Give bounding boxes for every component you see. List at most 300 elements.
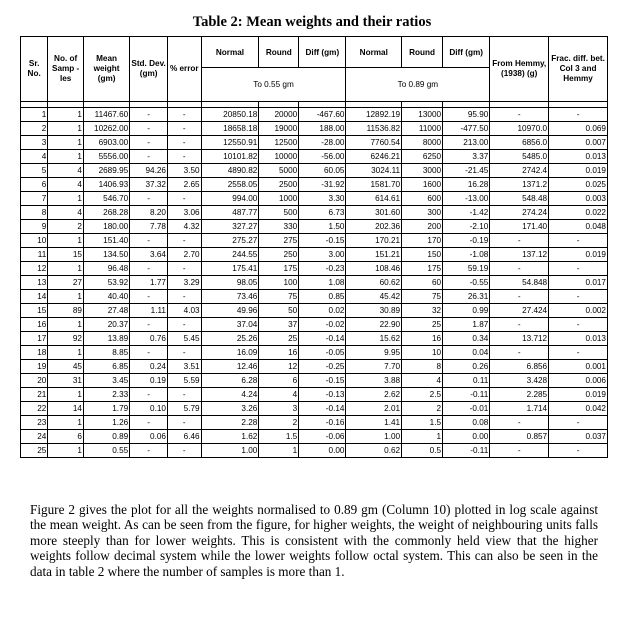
- cell-normal-089: 1581.70: [346, 178, 402, 192]
- cell-sr-no: 9: [21, 220, 48, 234]
- cell-samples: 31: [48, 374, 84, 388]
- cell-sr-no: 13: [21, 276, 48, 290]
- cell-round-055: 25: [259, 332, 299, 346]
- cell-normal-089: 60.62: [346, 276, 402, 290]
- cell-samples: 1: [48, 108, 84, 122]
- table-row: [21, 360, 608, 374]
- cell-diff-089: 3.37: [443, 150, 490, 164]
- cell-sr-no: 5: [21, 164, 48, 178]
- cell-sr-no: 23: [21, 416, 48, 430]
- cell-round-089: 1600: [402, 178, 443, 192]
- header-diff-2: Diff (gm): [443, 37, 490, 68]
- cell-normal-055: 327.27: [201, 220, 259, 234]
- cell-samples: 27: [48, 276, 84, 290]
- cell-frac-diff: -: [549, 262, 608, 276]
- cell-std-dev: 0.06: [130, 430, 168, 444]
- cell-round-055: 100: [259, 276, 299, 290]
- cell-diff-055: -28.00: [299, 136, 346, 150]
- table-row: [21, 318, 608, 332]
- cell-normal-055: 244.55: [201, 248, 259, 262]
- table-row: [21, 248, 608, 262]
- cell-frac-diff: 0.019: [549, 164, 608, 178]
- cell-round-055: 5000: [259, 164, 299, 178]
- cell-normal-055: 175.41: [201, 262, 259, 276]
- cell-diff-055: 3.30: [299, 192, 346, 206]
- cell-sr-no: 2: [21, 122, 48, 136]
- cell-samples: 4: [48, 164, 84, 178]
- cell-std-dev: -: [130, 122, 168, 136]
- cell-pct-error: -: [167, 262, 201, 276]
- cell-diff-089: 1.87: [443, 318, 490, 332]
- cell-samples: 4: [48, 206, 84, 220]
- header-normal-1: Normal: [201, 37, 259, 68]
- cell-sr-no: 6: [21, 178, 48, 192]
- cell-diff-055: -0.13: [299, 388, 346, 402]
- cell-normal-089: 11536.82: [346, 122, 402, 136]
- cell-pct-error: -: [167, 416, 201, 430]
- cell-normal-055: 20850.18: [201, 108, 259, 122]
- cell-round-089: 600: [402, 192, 443, 206]
- cell-round-055: 330: [259, 220, 299, 234]
- cell-sr-no: 4: [21, 150, 48, 164]
- cell-round-055: 6: [259, 374, 299, 388]
- cell-normal-055: 98.05: [201, 276, 259, 290]
- cell-normal-055: 3.26: [201, 402, 259, 416]
- table-row: [21, 416, 608, 430]
- cell-diff-055: 0.02: [299, 304, 346, 318]
- cell-sr-no: 11: [21, 248, 48, 262]
- cell-diff-055: -0.23: [299, 262, 346, 276]
- cell-mean-weight: 11467.60: [83, 108, 129, 122]
- cell-samples: 14: [48, 402, 84, 416]
- cell-mean-weight: 96.48: [83, 262, 129, 276]
- cell-samples: 15: [48, 248, 84, 262]
- cell-hemmy: 2.285: [490, 388, 549, 402]
- cell-normal-089: 2.01: [346, 402, 402, 416]
- cell-round-089: 175: [402, 262, 443, 276]
- cell-samples: 1: [48, 290, 84, 304]
- cell-diff-055: 6.73: [299, 206, 346, 220]
- cell-sr-no: 21: [21, 388, 48, 402]
- cell-mean-weight: 1406.93: [83, 178, 129, 192]
- cell-hemmy: 5485.0: [490, 150, 549, 164]
- cell-std-dev: -: [130, 108, 168, 122]
- cell-normal-055: 18658.18: [201, 122, 259, 136]
- cell-normal-089: 1.41: [346, 416, 402, 430]
- cell-std-dev: -: [130, 444, 168, 458]
- cell-samples: 1: [48, 416, 84, 430]
- cell-normal-089: 22.90: [346, 318, 402, 332]
- cell-diff-089: 95.90: [443, 108, 490, 122]
- cell-sr-no: 20: [21, 374, 48, 388]
- cell-sr-no: 16: [21, 318, 48, 332]
- cell-hemmy: 1.714: [490, 402, 549, 416]
- cell-normal-089: 108.46: [346, 262, 402, 276]
- cell-normal-089: 7760.54: [346, 136, 402, 150]
- cell-round-089: 1: [402, 430, 443, 444]
- cell-round-055: 50: [259, 304, 299, 318]
- figure-description-paragraph: Figure 2 gives the plot for all the weights normalised to 0.89 gm (Column 10) plotted in log scale against the mean weight. As can be seen from the figure, for higher weights, the weight of neighbouring units falls more steeply than for lower weights. This is consistent with the commonly held view that the higher weights follow decimal system while the lower weights follow octal system. This can also be seen in the data in table 2 where the number of samples is more than 1.: [30, 502, 598, 579]
- cell-diff-089: 0.34: [443, 332, 490, 346]
- cell-samples: 1: [48, 318, 84, 332]
- cell-hemmy: -: [490, 444, 549, 458]
- table-body: [21, 102, 608, 458]
- cell-hemmy: -: [490, 108, 549, 122]
- cell-hemmy: -: [490, 290, 549, 304]
- cell-mean-weight: 6903.00: [83, 136, 129, 150]
- cell-diff-055: -0.25: [299, 360, 346, 374]
- table-row: [21, 332, 608, 346]
- cell-diff-055: -0.16: [299, 416, 346, 430]
- cell-mean-weight: 1.26: [83, 416, 129, 430]
- table-row: [21, 136, 608, 150]
- cell-round-089: 150: [402, 248, 443, 262]
- cell-mean-weight: 10262.00: [83, 122, 129, 136]
- cell-std-dev: 0.10: [130, 402, 168, 416]
- cell-frac-diff: 0.006: [549, 374, 608, 388]
- cell-std-dev: -: [130, 234, 168, 248]
- cell-diff-055: 3.00: [299, 248, 346, 262]
- cell-diff-089: 16.28: [443, 178, 490, 192]
- cell-round-055: 20000: [259, 108, 299, 122]
- cell-frac-diff: 0.001: [549, 360, 608, 374]
- cell-hemmy: -: [490, 346, 549, 360]
- cell-std-dev: 1.77: [130, 276, 168, 290]
- cell-mean-weight: 27.48: [83, 304, 129, 318]
- cell-normal-089: 7.70: [346, 360, 402, 374]
- cell-normal-089: 614.61: [346, 192, 402, 206]
- cell-frac-diff: 0.037: [549, 430, 608, 444]
- cell-samples: 1: [48, 346, 84, 360]
- cell-normal-055: 4.24: [201, 388, 259, 402]
- header-round-1: Round: [259, 37, 299, 68]
- cell-diff-089: -1.08: [443, 248, 490, 262]
- cell-round-055: 12: [259, 360, 299, 374]
- cell-frac-diff: -: [549, 318, 608, 332]
- cell-sr-no: 15: [21, 304, 48, 318]
- cell-std-dev: -: [130, 136, 168, 150]
- cell-sr-no: 1: [21, 108, 48, 122]
- cell-diff-089: -0.19: [443, 234, 490, 248]
- table-row: [21, 206, 608, 220]
- cell-normal-089: 0.62: [346, 444, 402, 458]
- header-group-055: To 0.55 gm: [201, 68, 346, 102]
- cell-mean-weight: 20.37: [83, 318, 129, 332]
- cell-round-089: 75: [402, 290, 443, 304]
- cell-diff-089: -0.11: [443, 388, 490, 402]
- cell-frac-diff: 0.042: [549, 402, 608, 416]
- cell-diff-089: 0.04: [443, 346, 490, 360]
- cell-round-055: 275: [259, 234, 299, 248]
- cell-diff-089: 0.99: [443, 304, 490, 318]
- cell-pct-error: 2.70: [167, 248, 201, 262]
- cell-sr-no: 18: [21, 346, 48, 360]
- cell-round-055: 16: [259, 346, 299, 360]
- cell-round-055: 1.5: [259, 430, 299, 444]
- cell-frac-diff: 0.069: [549, 122, 608, 136]
- cell-std-dev: 0.76: [130, 332, 168, 346]
- cell-diff-055: 1.08: [299, 276, 346, 290]
- cell-hemmy: 2742.4: [490, 164, 549, 178]
- weights-table: [20, 36, 608, 458]
- cell-samples: 1: [48, 136, 84, 150]
- cell-round-089: 1.5: [402, 416, 443, 430]
- cell-normal-055: 6.28: [201, 374, 259, 388]
- cell-hemmy: 137.12: [490, 248, 549, 262]
- cell-pct-error: 3.29: [167, 276, 201, 290]
- cell-normal-089: 151.21: [346, 248, 402, 262]
- cell-round-055: 4: [259, 388, 299, 402]
- cell-std-dev: -: [130, 262, 168, 276]
- header-std-dev: Std. Dev. (gm): [130, 37, 168, 102]
- cell-std-dev: 1.11: [130, 304, 168, 318]
- cell-mean-weight: 40.40: [83, 290, 129, 304]
- cell-diff-055: 0.00: [299, 444, 346, 458]
- cell-mean-weight: 5556.00: [83, 150, 129, 164]
- cell-round-089: 8000: [402, 136, 443, 150]
- cell-round-089: 10: [402, 346, 443, 360]
- cell-frac-diff: 0.022: [549, 206, 608, 220]
- cell-normal-089: 30.89: [346, 304, 402, 318]
- cell-samples: 1: [48, 444, 84, 458]
- cell-round-089: 6250: [402, 150, 443, 164]
- table-row: [21, 290, 608, 304]
- table-row: [21, 150, 608, 164]
- header-normal-2: Normal: [346, 37, 402, 68]
- cell-mean-weight: 3.45: [83, 374, 129, 388]
- cell-diff-089: 0.26: [443, 360, 490, 374]
- cell-sr-no: 24: [21, 430, 48, 444]
- cell-round-089: 16: [402, 332, 443, 346]
- cell-normal-089: 15.62: [346, 332, 402, 346]
- cell-normal-089: 2.62: [346, 388, 402, 402]
- cell-diff-089: -21.45: [443, 164, 490, 178]
- cell-normal-055: 1.62: [201, 430, 259, 444]
- cell-std-dev: 0.24: [130, 360, 168, 374]
- cell-normal-089: 1.00: [346, 430, 402, 444]
- cell-normal-089: 202.36: [346, 220, 402, 234]
- cell-pct-error: -: [167, 444, 201, 458]
- cell-diff-055: 60.05: [299, 164, 346, 178]
- cell-diff-055: -0.14: [299, 332, 346, 346]
- cell-samples: 1: [48, 192, 84, 206]
- cell-pct-error: 2.65: [167, 178, 201, 192]
- cell-mean-weight: 546.70: [83, 192, 129, 206]
- table-row: [21, 304, 608, 318]
- cell-pct-error: 6.46: [167, 430, 201, 444]
- header-sr-no: Sr. No.: [21, 37, 48, 102]
- cell-hemmy: 6.856: [490, 360, 549, 374]
- cell-normal-055: 275.27: [201, 234, 259, 248]
- cell-diff-089: 0.11: [443, 374, 490, 388]
- cell-diff-055: -0.02: [299, 318, 346, 332]
- table-row: [21, 374, 608, 388]
- cell-normal-055: 1.00: [201, 444, 259, 458]
- cell-normal-055: 994.00: [201, 192, 259, 206]
- cell-pct-error: 3.51: [167, 360, 201, 374]
- cell-sr-no: 17: [21, 332, 48, 346]
- cell-hemmy: 3.428: [490, 374, 549, 388]
- cell-pct-error: 4.03: [167, 304, 201, 318]
- cell-round-089: 8: [402, 360, 443, 374]
- cell-samples: 92: [48, 332, 84, 346]
- cell-diff-055: -56.00: [299, 150, 346, 164]
- cell-hemmy: 274.24: [490, 206, 549, 220]
- cell-frac-diff: 0.025: [549, 178, 608, 192]
- cell-mean-weight: 2.33: [83, 388, 129, 402]
- cell-sr-no: 12: [21, 262, 48, 276]
- cell-sr-no: 25: [21, 444, 48, 458]
- cell-round-055: 75: [259, 290, 299, 304]
- cell-sr-no: 22: [21, 402, 48, 416]
- cell-round-055: 175: [259, 262, 299, 276]
- cell-pct-error: -: [167, 388, 201, 402]
- cell-normal-055: 25.26: [201, 332, 259, 346]
- cell-pct-error: -: [167, 192, 201, 206]
- cell-mean-weight: 8.85: [83, 346, 129, 360]
- cell-diff-089: -0.11: [443, 444, 490, 458]
- header-samples: No. of Samp -les: [48, 37, 84, 102]
- cell-sr-no: 19: [21, 360, 48, 374]
- header-pct-error: % error: [167, 37, 201, 102]
- cell-normal-089: 6246.21: [346, 150, 402, 164]
- cell-diff-089: 26.31: [443, 290, 490, 304]
- cell-diff-055: -467.60: [299, 108, 346, 122]
- cell-pct-error: 3.50: [167, 164, 201, 178]
- cell-round-055: 2500: [259, 178, 299, 192]
- cell-hemmy: -: [490, 318, 549, 332]
- header-frac-diff: Frac. diff. bet. Col 3 and Hemmy: [549, 37, 608, 102]
- cell-diff-089: 0.08: [443, 416, 490, 430]
- cell-normal-055: 12550.91: [201, 136, 259, 150]
- cell-normal-055: 487.77: [201, 206, 259, 220]
- cell-pct-error: -: [167, 108, 201, 122]
- cell-samples: 1: [48, 122, 84, 136]
- cell-pct-error: -: [167, 150, 201, 164]
- cell-round-055: 19000: [259, 122, 299, 136]
- cell-std-dev: -: [130, 388, 168, 402]
- cell-pct-error: -: [167, 122, 201, 136]
- cell-std-dev: -: [130, 346, 168, 360]
- table-row: [21, 192, 608, 206]
- cell-sr-no: 14: [21, 290, 48, 304]
- cell-hemmy: 0.857: [490, 430, 549, 444]
- cell-frac-diff: 0.019: [549, 388, 608, 402]
- cell-hemmy: 54.848: [490, 276, 549, 290]
- table-row: [21, 402, 608, 416]
- cell-mean-weight: 268.28: [83, 206, 129, 220]
- cell-mean-weight: 0.89: [83, 430, 129, 444]
- cell-sr-no: 8: [21, 206, 48, 220]
- cell-frac-diff: -: [549, 346, 608, 360]
- cell-normal-089: 12892.19: [346, 108, 402, 122]
- cell-round-089: 32: [402, 304, 443, 318]
- cell-mean-weight: 53.92: [83, 276, 129, 290]
- cell-pct-error: 5.79: [167, 402, 201, 416]
- cell-samples: 6: [48, 430, 84, 444]
- cell-std-dev: 7.78: [130, 220, 168, 234]
- cell-normal-089: 170.21: [346, 234, 402, 248]
- cell-samples: 4: [48, 178, 84, 192]
- table-row: [21, 108, 608, 122]
- cell-frac-diff: -: [549, 416, 608, 430]
- cell-diff-055: -0.15: [299, 234, 346, 248]
- header-diff-1: Diff (gm): [299, 37, 346, 68]
- cell-frac-diff: 0.048: [549, 220, 608, 234]
- cell-pct-error: -: [167, 136, 201, 150]
- table-row: [21, 388, 608, 402]
- cell-hemmy: 1371.2: [490, 178, 549, 192]
- cell-std-dev: -: [130, 192, 168, 206]
- cell-mean-weight: 134.50: [83, 248, 129, 262]
- cell-frac-diff: 0.019: [549, 248, 608, 262]
- cell-round-089: 300: [402, 206, 443, 220]
- cell-normal-055: 12.46: [201, 360, 259, 374]
- cell-round-055: 12500: [259, 136, 299, 150]
- cell-round-055: 10000: [259, 150, 299, 164]
- cell-samples: 1: [48, 234, 84, 248]
- cell-round-089: 170: [402, 234, 443, 248]
- cell-mean-weight: 1.79: [83, 402, 129, 416]
- cell-samples: 45: [48, 360, 84, 374]
- cell-pct-error: 3.06: [167, 206, 201, 220]
- cell-frac-diff: -: [549, 234, 608, 248]
- cell-sr-no: 7: [21, 192, 48, 206]
- cell-round-089: 11000: [402, 122, 443, 136]
- cell-round-089: 2.5: [402, 388, 443, 402]
- cell-std-dev: -: [130, 150, 168, 164]
- cell-round-089: 13000: [402, 108, 443, 122]
- cell-frac-diff: 0.002: [549, 304, 608, 318]
- cell-frac-diff: -: [549, 108, 608, 122]
- table-row: [21, 178, 608, 192]
- cell-pct-error: -: [167, 318, 201, 332]
- cell-std-dev: -: [130, 416, 168, 430]
- header-group-089: To 0.89 gm: [346, 68, 490, 102]
- cell-normal-089: 3024.11: [346, 164, 402, 178]
- cell-std-dev: -: [130, 318, 168, 332]
- cell-mean-weight: 0.55: [83, 444, 129, 458]
- cell-pct-error: -: [167, 290, 201, 304]
- cell-pct-error: 5.45: [167, 332, 201, 346]
- cell-samples: 1: [48, 150, 84, 164]
- cell-diff-089: -13.00: [443, 192, 490, 206]
- cell-diff-089: -477.50: [443, 122, 490, 136]
- cell-round-089: 200: [402, 220, 443, 234]
- cell-hemmy: -: [490, 234, 549, 248]
- cell-diff-089: -1.42: [443, 206, 490, 220]
- cell-normal-089: 9.95: [346, 346, 402, 360]
- cell-hemmy: 548.48: [490, 192, 549, 206]
- cell-round-089: 0.5: [402, 444, 443, 458]
- cell-samples: 1: [48, 388, 84, 402]
- cell-diff-055: 188.00: [299, 122, 346, 136]
- cell-normal-055: 10101.82: [201, 150, 259, 164]
- cell-frac-diff: -: [549, 290, 608, 304]
- cell-normal-055: 73.46: [201, 290, 259, 304]
- cell-diff-055: 1.50: [299, 220, 346, 234]
- table-row: [21, 122, 608, 136]
- cell-round-055: 2: [259, 416, 299, 430]
- header-round-2: Round: [402, 37, 443, 68]
- cell-mean-weight: 13.89: [83, 332, 129, 346]
- cell-hemmy: 27.424: [490, 304, 549, 318]
- cell-pct-error: -: [167, 346, 201, 360]
- table-row: [21, 346, 608, 360]
- cell-pct-error: 5.59: [167, 374, 201, 388]
- header-mean-weight: Mean weight (gm): [83, 37, 129, 102]
- cell-mean-weight: 6.85: [83, 360, 129, 374]
